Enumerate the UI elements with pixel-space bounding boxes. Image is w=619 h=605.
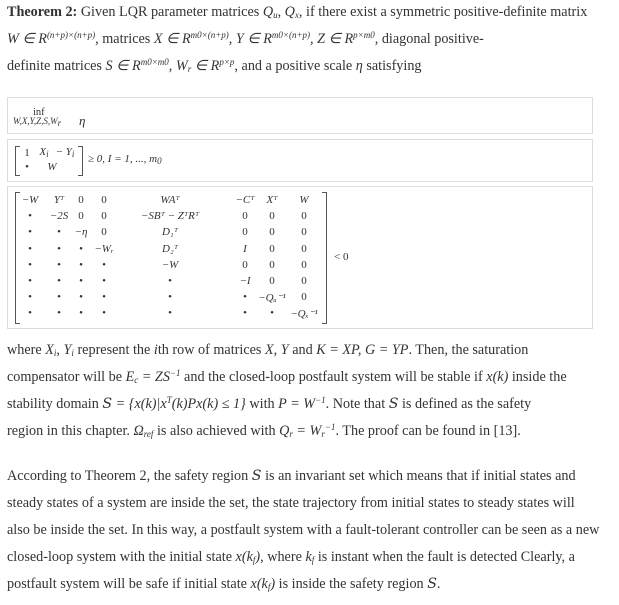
lmi2-cell: 0: [78, 194, 84, 206]
lmi2-cell: 0: [301, 291, 307, 304]
lmi2-cell: 0: [301, 226, 307, 239]
math-W-decl: W ∈ $R^{(n+p)\times(n+p)}$: [7, 30, 96, 47]
math-eta: η: [355, 58, 363, 74]
lmi2-cell: •: [102, 275, 106, 287]
para3-line-3: also be inside the set. In this way, a postfault system with a fault-tolerant controller can be seen as a new: [7, 522, 600, 538]
lmi2-cell: •: [79, 307, 83, 320]
lmi2-cell: •: [28, 258, 32, 271]
theorem-line-2: [7, 26, 612, 53]
math-Qx: $Q_x$: [284, 4, 299, 20]
lmi2-cell: •: [57, 226, 61, 239]
lmi1-cell: 1: [24, 147, 30, 159]
math-Wr-decl: , $W_r$ ∈ $R^{p\times p}$: [168, 57, 235, 74]
lmi2-cell: 0: [269, 242, 275, 255]
formula-box-lmi2: [7, 186, 593, 329]
lmi2-cell: 0: [301, 275, 307, 287]
formula-box-lmi1: [7, 139, 593, 182]
lmi2-cell: −Cᵀ: [235, 194, 255, 206]
theorem-text: definite matrices: [7, 58, 102, 74]
paragraph-discussion: [7, 463, 612, 598]
left-bracket: [15, 192, 20, 324]
lmi2-cell: W: [299, 194, 309, 206]
lmi1-cell: $X_i$: [39, 146, 49, 159]
theorem-statement: [7, 0, 612, 80]
para3-line-4: closed-loop system with the initial state $x(k_f)$, where $k_f$ is instant when the fault is detected Clearly, a: [7, 549, 575, 565]
lmi2-cell: Xᵀ: [266, 194, 278, 206]
lmi1-cell: •: [25, 161, 29, 173]
para3-line-5: postfault system will be safe if initial state $x(k_f)$ is inside the safety region S.: [7, 576, 441, 592]
lmi2-cell: •: [57, 258, 61, 271]
lmi2-cell: •: [28, 242, 32, 255]
left-bracket: [15, 146, 20, 176]
lmi1-cell: − $Y_i$: [55, 146, 75, 159]
lmi2-cell: 0: [242, 226, 248, 239]
right-bracket: [322, 192, 327, 324]
math-Qu: $Q_u$: [262, 4, 278, 20]
para3-line-1: According to Theorem 2, the safety region S is an invariant set which means that if initial states and: [7, 468, 576, 484]
lmi2-cell: 0: [78, 210, 84, 223]
lmi2-cell: •: [102, 307, 106, 320]
lmi2-cell: 0: [301, 210, 307, 223]
theorem-line-1: Theorem 2: Given LQR parameter matrices $Q_u$, $Q_x$, if there exist a symmetric positive-definite matrix: [7, 4, 588, 20]
para2-line-4: region in this chapter. $\Omega_{ref}$ is also achieved with $Q_r = W_r^{-1}$. The proof can be found in [13].: [7, 422, 521, 439]
lmi2-cell: 0: [301, 242, 307, 255]
lmi2-cell: •: [168, 291, 172, 304]
theorem-text: , diagonal positive-: [374, 31, 484, 47]
lmi2-cell: •: [28, 291, 32, 304]
lmi2-cell: −Wᵣ: [94, 242, 114, 255]
math-X-decl: X ∈ $R^{m0\times(n+p)}$: [153, 30, 229, 47]
lmi2-cell: •: [168, 275, 172, 287]
lmi2-cell: −2S: [49, 210, 69, 223]
lmi2-cell: −SBᵀ − ZᵀRᵀ: [140, 210, 200, 223]
lmi2-cell: 0: [242, 258, 248, 271]
theorem-line-3: [7, 53, 612, 80]
lmi2-cell: 0: [101, 210, 107, 223]
lmi2-cell: •: [243, 291, 247, 304]
lmi2-cell: I: [243, 242, 247, 255]
lmi2-cell: •: [28, 275, 32, 287]
math-Y-decl: , Y ∈ $R^{m0\times(n+p)}$: [228, 30, 311, 47]
lmi2-cell: −Qₓ⁻¹: [290, 308, 318, 321]
lmi2-cell: •: [79, 258, 83, 271]
lmi2-cell: 0: [101, 226, 107, 239]
para2-line-1: where $X_i$, $Y_i$ represent the ith row of matrices X, Y and K = XP, G = YP. Then, the saturation: [7, 342, 529, 358]
lmi2-cell: WAᵀ: [160, 194, 180, 206]
paragraph-proof: [7, 337, 612, 445]
lmi2-cell: •: [79, 291, 83, 304]
lmi2-cell: •: [79, 242, 83, 255]
theorem-text: satisfying: [366, 58, 422, 74]
lmi2-cell: •: [57, 242, 61, 255]
lmi2-cell: −η: [74, 226, 88, 239]
lmi2-cell: •: [57, 275, 61, 287]
right-bracket: [78, 146, 83, 176]
theorem-label: Theorem 2:: [7, 4, 78, 20]
lmi2-cell: •: [243, 307, 247, 320]
lmi2-cell: •: [270, 307, 274, 320]
formula-box-inf: [7, 97, 593, 134]
lmi2-cell: •: [79, 275, 83, 287]
lmi2-cell: −W: [161, 258, 179, 271]
lmi2-cell: •: [28, 226, 32, 239]
lmi2-cell: •: [168, 307, 172, 320]
lmi2-cell: 0: [242, 210, 248, 223]
para2-line-2: compensator will be $E_c = ZS^{-1}$ and the closed-loop postfault system will be stable if x(k) inside the: [7, 368, 567, 385]
lmi2-cell: •: [28, 210, 32, 223]
inf-subscript: $W,X,Y,Z,S,W_r$: [13, 116, 62, 128]
lmi1-condition: ≥ 0, I = 1, ..., $m_0$: [88, 153, 162, 166]
lmi2-cell: •: [57, 307, 61, 320]
para2-line-3: stability domain $S = \{x(k)|x^T(k)Px(k) \le 1\}$ with $P = W^{-1}$. Note that S is defined as the safety: [7, 395, 532, 412]
lmi2-cell: −Qᵤ⁻¹: [258, 292, 286, 305]
math-Z-decl: , Z ∈ $R^{p\times m0}$: [310, 30, 375, 47]
lmi2-cell: D₁ᵀ: [161, 226, 179, 239]
lmi2-cell: •: [102, 258, 106, 271]
lmi2-cell: 0: [269, 226, 275, 239]
lmi2-cell: 0: [101, 194, 107, 206]
theorem-text: Given LQR parameter matrices: [80, 4, 260, 20]
lmi2-cell: D₂ᵀ: [161, 242, 179, 255]
lmi1-cell: W: [47, 161, 57, 173]
para3-line-2: steady states of a system are inside the set, the state trajectory from initial states to steady states will: [7, 495, 575, 511]
lmi2-cell: Yᵀ: [53, 194, 65, 206]
theorem-text: , matrices: [95, 31, 151, 47]
math-S-decl: S ∈ $R^{m0\times m0}$: [105, 57, 169, 74]
lmi2-cell: •: [57, 291, 61, 304]
lmi2-cell: −W: [21, 194, 39, 206]
lmi2-cell: 0: [269, 275, 275, 287]
lmi2-cell: 0: [269, 210, 275, 223]
lmi2-cell: −I: [239, 275, 251, 287]
theorem-text: , and a positive scale: [234, 58, 353, 74]
lmi2-condition: < 0: [334, 251, 349, 263]
lmi2-cell: 0: [269, 258, 275, 271]
lmi2-cell: •: [28, 307, 32, 320]
inf-eta: η: [79, 113, 86, 128]
lmi2-cell: •: [102, 291, 106, 304]
theorem-text: , if there exist a symmetric positive-definite matrix: [298, 4, 588, 20]
lmi2-cell: 0: [301, 258, 307, 271]
inf-operator: inf: [33, 107, 45, 118]
